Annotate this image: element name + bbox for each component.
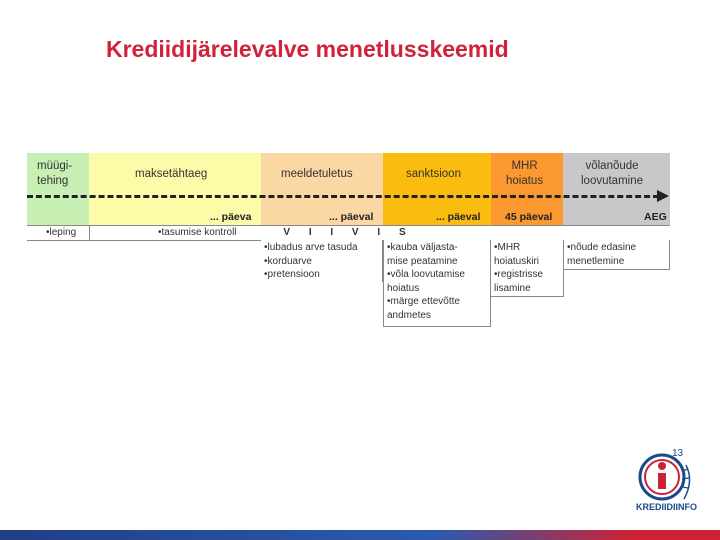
viivis-strip [27, 225, 670, 241]
process-diagram [27, 153, 670, 328]
period-label: ... päeval [329, 211, 374, 223]
cell-meeldetuletus-items: •lubadus arve tasuda •korduarve •pretensioon [261, 240, 383, 282]
band-label: sanktsioon [406, 168, 461, 180]
page-title: Krediidijärelevalve menetlusskeemid [106, 36, 509, 62]
footer-bar [0, 530, 720, 540]
slide-number: 13 [672, 448, 684, 459]
cell-tasumise-kontroll: •tasumise kontroll [158, 227, 237, 238]
period-label: ... päeval [436, 211, 481, 223]
band-label: võlanõude loovutamine [581, 160, 644, 187]
cell-volanoude-items: •nõude edasine menetlemine [563, 240, 670, 270]
period-label: ... päeva [210, 211, 252, 223]
timeline-arrow-icon [657, 190, 669, 202]
period-label: AEG [644, 211, 667, 223]
cell-leping: •leping [46, 227, 77, 238]
band-label: meeldetuletus [281, 168, 353, 180]
cell-mhr-items: •MHR hoiatuskiri •registrisse lisamine [490, 240, 564, 297]
cell-sanktsioon-items: •kauba väljasta- mise peatamine •võla loovutamise hoiatus •märge ettevõtte andmetes [383, 240, 491, 327]
logo-text: KREDIIDIINFO [636, 502, 698, 512]
band-label: müügi- tehing [37, 160, 73, 187]
band-label: maksetähtaeg [135, 168, 208, 180]
period-label: 45 päeval [505, 211, 553, 223]
band-label: MHR hoiatus [506, 160, 544, 187]
timeline-dashed-line [27, 195, 659, 198]
band-myygitehing [27, 153, 89, 225]
viivis-label: V I I V I S [283, 227, 414, 238]
strip-divider [89, 226, 90, 240]
